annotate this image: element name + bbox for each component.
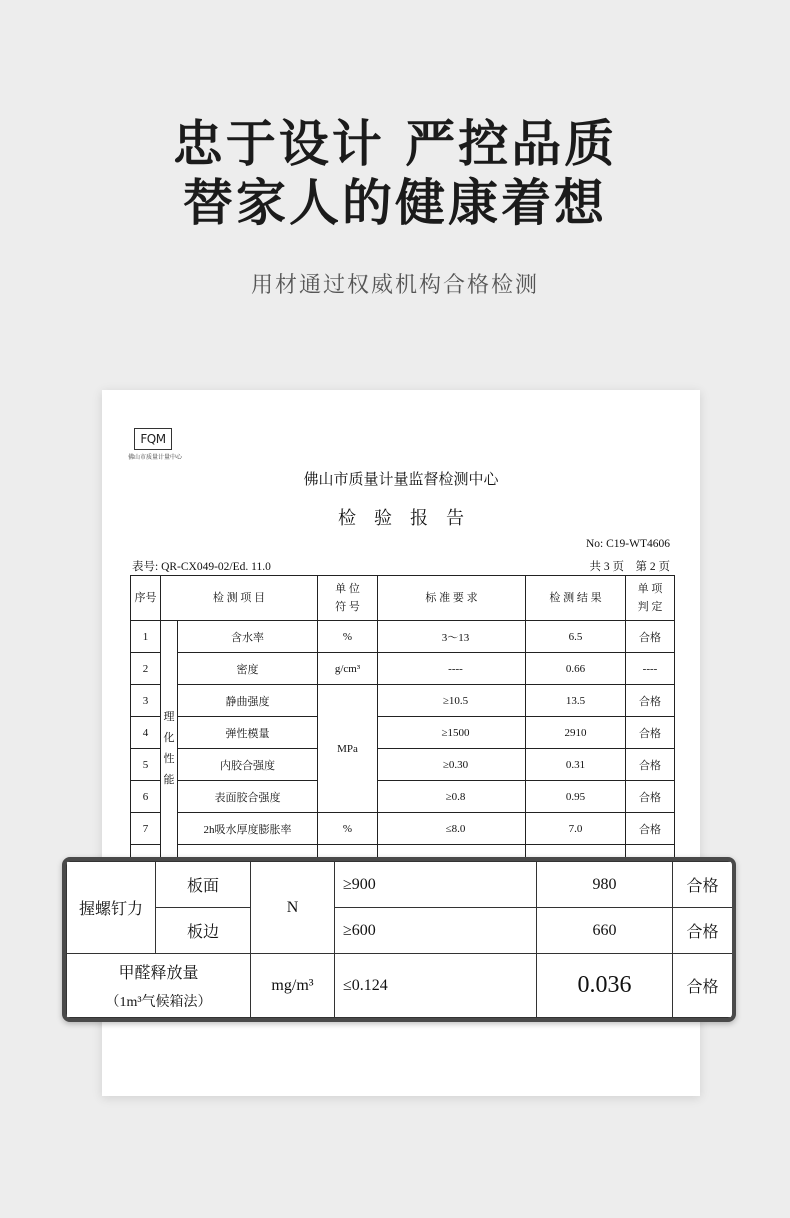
row-judge: 合格 bbox=[626, 813, 675, 845]
row-result: 0.31 bbox=[526, 749, 626, 781]
header-unit: 单 位 符 号 bbox=[318, 576, 378, 621]
report-title: 检验报告 bbox=[338, 508, 482, 528]
row-standard: ---- bbox=[378, 653, 526, 685]
formaldehyde-standard: ≤0.124 bbox=[335, 954, 537, 1018]
page-number: 共 3 页 第 2 页 bbox=[589, 561, 670, 573]
row-item: 2h吸水厚度膨胀率 bbox=[178, 813, 318, 845]
row-item: 表面胶合强度 bbox=[178, 781, 318, 813]
row-judge: 合格 bbox=[626, 621, 675, 653]
edge-label: 板边 bbox=[156, 908, 251, 954]
screw-holding-label: 握螺钉力 bbox=[67, 862, 156, 954]
formaldehyde-cell bbox=[67, 954, 251, 1018]
row-result: 13.5 bbox=[526, 685, 626, 717]
face-label: 板面 bbox=[156, 862, 251, 908]
formaldehyde-judge: 合格 bbox=[673, 954, 733, 1018]
face-standard: ≥900 bbox=[335, 862, 537, 908]
logo-caption: 佛山市质量计量中心 bbox=[128, 455, 183, 461]
row-number: 2 bbox=[131, 653, 161, 685]
edge-judge: 合格 bbox=[673, 908, 733, 954]
table-row bbox=[67, 862, 733, 908]
header-item: 检 测 项 目 bbox=[161, 576, 318, 621]
row-result: 2910 bbox=[526, 717, 626, 749]
row-unit: g/cm³ bbox=[318, 653, 378, 685]
header-judgement: 单 项 判 定 bbox=[626, 576, 675, 621]
row-item: 含水率 bbox=[178, 621, 318, 653]
formaldehyde-result: 0.036 bbox=[537, 954, 673, 1018]
screw-unit: N bbox=[251, 862, 335, 954]
row-unit: MPa bbox=[318, 685, 378, 813]
headline-line-2: 替家人的健康着想 bbox=[183, 174, 607, 232]
table-row bbox=[131, 813, 675, 845]
organization-name: 佛山市质量计量监督检测中心 bbox=[303, 472, 499, 488]
row-result: 7.0 bbox=[526, 813, 626, 845]
formaldehyde-label: 甲醛释放量 bbox=[118, 965, 199, 982]
category-cell bbox=[161, 621, 178, 877]
headline-line-1: 忠于设计 严控品质 bbox=[172, 115, 618, 173]
magnified-table-callout bbox=[62, 857, 736, 1022]
row-standard: ≥0.8 bbox=[378, 781, 526, 813]
row-number: 6 bbox=[131, 781, 161, 813]
row-result: 0.95 bbox=[526, 781, 626, 813]
row-standard: ≥10.5 bbox=[378, 685, 526, 717]
table-row bbox=[131, 621, 675, 653]
fqm-logo: FQM bbox=[134, 428, 172, 450]
header-result: 检 测 结 果 bbox=[526, 576, 626, 621]
edge-result: 660 bbox=[537, 908, 673, 954]
row-item: 密度 bbox=[178, 653, 318, 685]
row-judge: 合格 bbox=[626, 685, 675, 717]
category-label: 理 化 性 能 bbox=[163, 710, 175, 786]
row-judge: 合格 bbox=[626, 749, 675, 781]
face-result: 980 bbox=[537, 862, 673, 908]
row-judge: 合格 bbox=[626, 717, 675, 749]
row-standard: ≥1500 bbox=[378, 717, 526, 749]
row-number: 5 bbox=[131, 749, 161, 781]
table-row bbox=[131, 717, 675, 749]
table-row bbox=[131, 685, 675, 717]
form-number: 表号: QR-CX049-02/Ed. 11.0 bbox=[132, 561, 271, 573]
header-standard: 标 准 要 求 bbox=[378, 576, 526, 621]
header-seq: 序号 bbox=[131, 576, 161, 621]
magnified-table bbox=[66, 861, 733, 1018]
row-standard: ≥0.30 bbox=[378, 749, 526, 781]
row-standard: 3～13 bbox=[378, 621, 526, 653]
row-standard: ≤8.0 bbox=[378, 813, 526, 845]
row-number: 4 bbox=[131, 717, 161, 749]
table-row bbox=[131, 749, 675, 781]
table-row bbox=[67, 954, 733, 1018]
face-judge: 合格 bbox=[673, 862, 733, 908]
edge-standard: ≥600 bbox=[335, 908, 537, 954]
row-result: 0.66 bbox=[526, 653, 626, 685]
subtitle: 用材通过权威机构合格检测 bbox=[250, 273, 539, 298]
row-unit: % bbox=[318, 813, 378, 845]
row-unit: % bbox=[318, 621, 378, 653]
row-number: 1 bbox=[131, 621, 161, 653]
row-result: 6.5 bbox=[526, 621, 626, 653]
formaldehyde-unit: mg/m³ bbox=[251, 954, 335, 1018]
row-number: 3 bbox=[131, 685, 161, 717]
table-row bbox=[131, 653, 675, 685]
row-judge: 合格 bbox=[626, 781, 675, 813]
row-item: 内胶合强度 bbox=[178, 749, 318, 781]
row-number: 7 bbox=[131, 813, 161, 845]
table-header-row bbox=[131, 576, 675, 621]
report-table bbox=[130, 575, 675, 877]
table-row bbox=[131, 781, 675, 813]
row-item: 弹性模量 bbox=[178, 717, 318, 749]
table-row bbox=[67, 908, 733, 954]
row-item: 静曲强度 bbox=[178, 685, 318, 717]
formaldehyde-method: （1m³气候箱法） bbox=[105, 995, 212, 1010]
row-judge: ---- bbox=[626, 653, 675, 685]
report-number: No: C19-WT4606 bbox=[585, 538, 670, 550]
